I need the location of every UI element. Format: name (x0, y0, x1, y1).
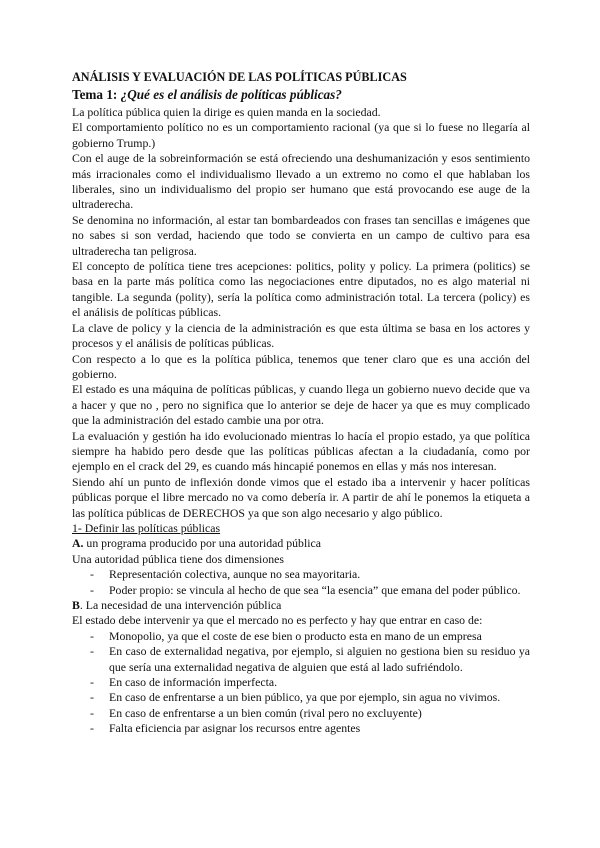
list-item: - En caso de información imperfecta. (72, 675, 530, 690)
paragraph-3: Con el auge de la sobreinformación se está ofreciendo una deshumanización y esos sentimiento más irracionales como el individualismo llevado a un extremo no como el que hablaban los liberales, sino un individualismo del propio ser humano que está provocando ese auge de la ultraderecha. (72, 151, 530, 212)
topic-question: ¿Qué es el análisis de políticas públicas? (120, 87, 342, 102)
paragraph-10: Siendo ahí un punto de inflexión donde vimos que el estado iba a intervenir y hacer políticas públicas porque el libre mercado no va como debería ir. A partir de ahí le ponemos la etiqueta a las política públicas de DERECHOS ya que son algo necesario y algo público. (72, 474, 530, 520)
point-a-heading (72, 536, 530, 551)
paragraph-4: Se denomina no información, al estar tan bombardeados con frases tan sencillas e imágenes que no sabes si son verdad, haciendo que todo se convierta en un campo de cultivo para esa ultraderecha tan peligrosa. (72, 212, 530, 258)
paragraph-7: Con respecto a lo que es la política pública, tenemos que tener claro que es una acción del gobierno. (72, 351, 530, 381)
point-a-text: un programa producido por una autoridad pública (83, 536, 321, 551)
paragraph-6: La clave de policy y la ciencia de la administración es que esta última se basa en los actores y procesos y el análisis de políticas públicas. (72, 320, 530, 351)
list-item: - En caso de externalidad negativa, por ejemplo, si alguien no gestiona bien su residuo ya que sería una externalidad negativa de alguien que está al lado sufriéndolo. (72, 644, 530, 675)
point-b-letter: B (72, 598, 80, 612)
list-item: - Monopolio, ya que el coste de ese bien o producto esta en mano de un empresa (72, 629, 530, 644)
paragraph-9: La evaluación y gestión ha ido evolucionado mientras lo hacía el propio estado, ya que política siempre ha habido pero desde que las políticas públicas afectan a la ciudadanía, como por ejemplo en el crack del 29, es cuando más hincapié ponemos en ellas y más nos interesan. (72, 428, 530, 474)
point-a-letter: A. (72, 536, 84, 551)
list-item: - Poder propio: se vincula al hecho de que sea “la esencia” que emana del poder público. (72, 583, 530, 598)
list-item: - Falta eficiencia par asignar los recursos entre agentes (72, 721, 530, 736)
topic-heading (72, 87, 530, 103)
list-item: - En caso de enfrentarse a un bien común (rival pero no excluyente) (72, 706, 530, 721)
section-heading: 1- Definir las políticas públicas (72, 520, 221, 535)
paragraph-5: El concepto de política tiene tres acepciones: politics, polity y policy. La primera (politics) se basa en la parte más política como las negociaciones entre diputados, no es algo material ni tangible. La segunda (polity), sería la política como administración total. La tercera (policy) es el análisis de políticas públicas. (72, 259, 530, 320)
topic-label: Tema 1: (72, 87, 118, 102)
point-a-list (72, 567, 530, 598)
list-item: - Representación colectiva, aunque no sea mayoritaria. (72, 567, 530, 582)
document-page (72, 70, 530, 737)
point-b-heading (72, 598, 530, 613)
list-item: - En caso de enfrentarse a un bien público, ya que por ejemplo, sin agua no vivimos. (72, 690, 530, 705)
paragraph-2: El comportamiento político no es un comportamiento racional (ya que si lo fuese no llegaría al gobierno Trump.) (72, 120, 530, 150)
point-b-text: . La necesidad de una intervención pública (79, 598, 282, 612)
point-b-list (72, 629, 530, 737)
paragraph-1: La política pública quien la dirige es quien manda en la sociedad. (72, 105, 381, 119)
document-title: ANÁLISIS Y EVALUACIÓN DE LAS POLÍTICAS PÚBLICAS (72, 70, 407, 84)
paragraph-8: El estado es una máquina de políticas públicas, y cuando llega un gobierno nuevo decide que va a hacer y que no , pero no significa que lo anterior se deje de hacer ya que es muy complicado que la administración del estado cambie una por otra. (72, 382, 530, 428)
point-b-intro: El estado debe intervenir ya que el mercado no es perfecto y hay que entrar en caso de: (72, 613, 483, 628)
point-a-intro: Una autoridad pública tiene dos dimensiones (72, 551, 284, 566)
